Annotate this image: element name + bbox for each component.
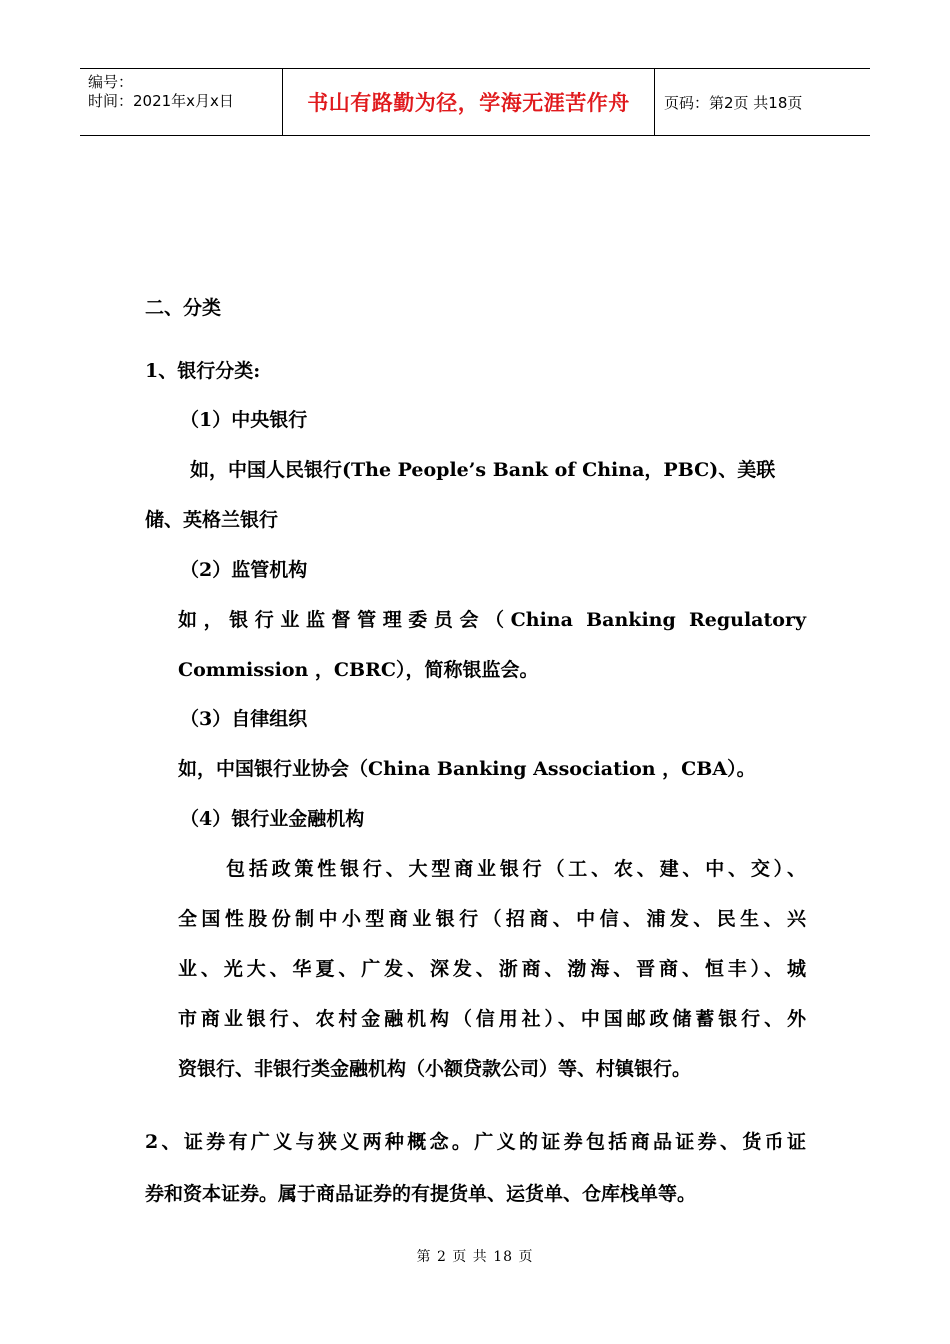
sub4-line2: 全国性股份制中小型商业银行（招商、中信、浦发、民生、兴 xyxy=(178,908,806,930)
sub4-title: （4）银行业金融机构 xyxy=(180,808,365,830)
header-page-cell xyxy=(655,69,870,135)
document-number-label: 编号： xyxy=(88,73,134,91)
sub3-title: （3）自律组织 xyxy=(180,708,308,730)
page-footer: 第 2 页 共 18 页 xyxy=(416,1249,534,1265)
sub2-line2: Commission ，CBRC），简称银监会。 xyxy=(178,659,539,681)
sub1-title: （1）中央银行 xyxy=(180,409,308,431)
header-motto-cell xyxy=(282,69,655,135)
sub4-line3: 业、光大、华夏、广发、深发、浙商、渤海、晋商、恒丰）、城 xyxy=(178,958,806,980)
sub2-line1: 如，银行业监督管理委员会（China Banking Regulatory xyxy=(178,609,806,631)
section-title: 二、分类 xyxy=(145,297,222,319)
sub2-title: （2）监管机构 xyxy=(180,559,308,581)
page-header xyxy=(80,68,870,136)
document-time-label: 时间：2021年x月x日 xyxy=(88,92,234,110)
sub1-line1: 如，中国人民银行(The People’s Bank of China，PBC)、美联 xyxy=(190,459,776,481)
item2-line2: 券和资本证券。属于商品证券的有提货单、运货单、仓库栈单等。 xyxy=(145,1183,697,1205)
item1-title: 1、银行分类: xyxy=(145,360,261,382)
header-motto: 书山有路勤为径，学海无涯苦作舟 xyxy=(307,91,630,115)
sub1-line2: 储、英格兰银行 xyxy=(145,509,279,531)
item2-line1: 2、证券有广义与狭义两种概念。广义的证券包括商品证券、货币证 xyxy=(145,1131,806,1153)
sub4-line5: 资银行、非银行类金融机构（小额贷款公司）等、村镇银行。 xyxy=(178,1058,692,1080)
sub3-line1: 如，中国银行业协会（China Banking Association ，CBA）。 xyxy=(178,758,756,780)
sub4-line4: 市商业银行、农村金融机构（信用社）、中国邮政储蓄银行、外 xyxy=(178,1008,806,1030)
header-meta-cell xyxy=(80,69,282,135)
header-page-info: 页码：第2页 共18页 xyxy=(664,93,803,112)
sub4-line1: 包括政策性银行、大型商业银行（工、农、建、中、交）、 xyxy=(226,858,806,880)
